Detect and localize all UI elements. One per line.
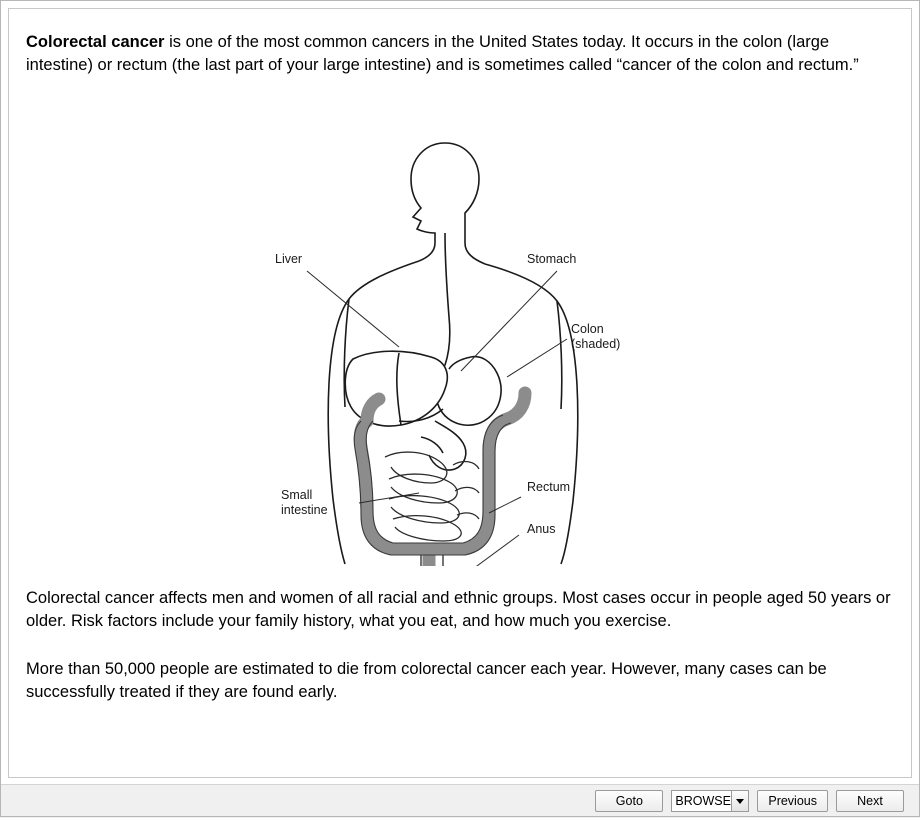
next-button[interactable]: Next	[836, 790, 904, 812]
chevron-down-icon[interactable]	[731, 791, 748, 811]
lower-text-block	[26, 587, 892, 705]
anatomy-figure	[249, 121, 679, 566]
toolbar-controls	[595, 790, 904, 812]
figure-label-stomach: Stomach	[527, 252, 577, 266]
intro-paragraph	[26, 31, 892, 78]
previous-button[interactable]: Previous	[757, 790, 828, 812]
document-content-frame	[8, 8, 912, 778]
mode-select-value: BROWSE	[675, 794, 731, 808]
figure-label-colon: Colon	[571, 322, 604, 336]
figure-label-anus: Anus	[527, 522, 556, 536]
figure-label-small-intestine-1: Small	[281, 488, 313, 502]
figure-label-colon-shaded: (shaded)	[571, 337, 621, 351]
intro-bold-lead: Colorectal cancer	[26, 33, 165, 51]
intro-paragraph-rest: is one of the most common cancers in the United States today. It occurs in the colon (large intestine) or rectum (the last part of your large intestine) and is sometimes called “cancer of the colon and rectum.”	[26, 33, 859, 75]
body-paragraph-2: More than 50,000 people are estimated to die from colorectal cancer each year. However, many cases can be successfully treated if they are found early.	[26, 659, 827, 702]
bottom-toolbar	[0, 784, 920, 818]
figure-label-rectum: Rectum	[527, 480, 571, 494]
goto-button[interactable]: Goto	[595, 790, 663, 812]
figure-label-liver: Liver	[275, 252, 303, 266]
anatomy-diagram-svg	[249, 121, 679, 566]
mode-select[interactable]	[671, 790, 749, 812]
figure-label-small-intestine-2: intestine	[281, 503, 328, 517]
body-paragraph-1: Colorectal cancer affects men and women of all racial and ethnic groups. Most cases occur in people aged 50 years or older. Risk factors include your family history, what you eat, and how much you exercise.	[26, 589, 891, 631]
